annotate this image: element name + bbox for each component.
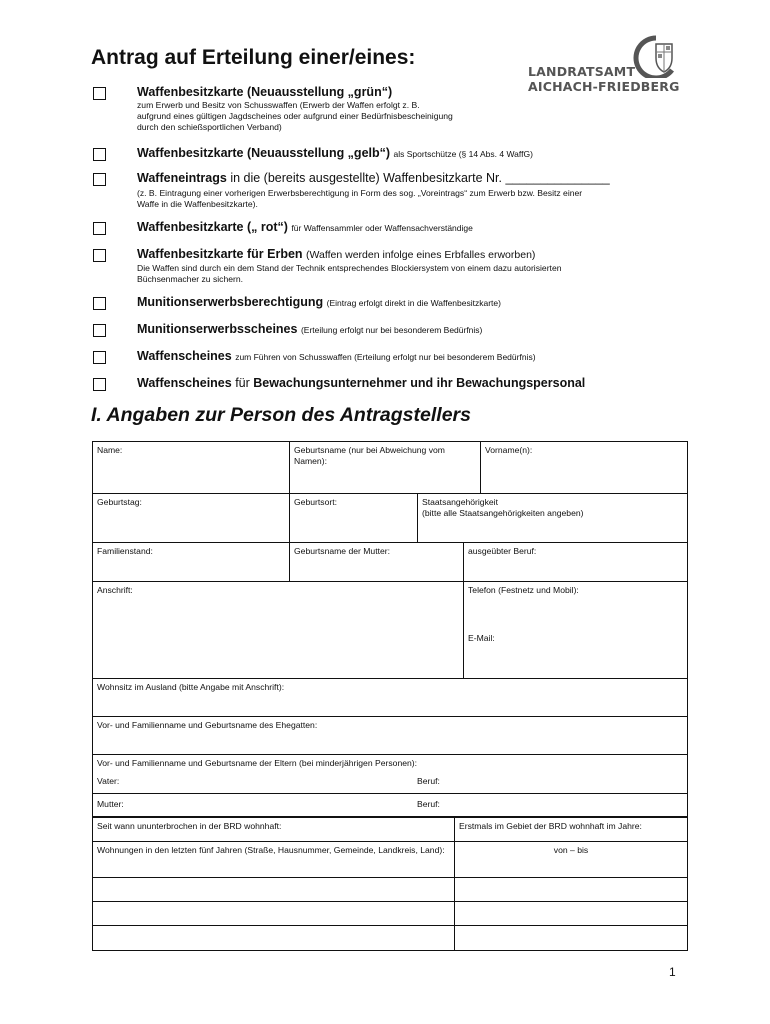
option-suffix: (Waffen werden infolge eines Erbfalles erworben): [306, 249, 536, 261]
field-label: Seit wann ununterbrochen in der BRD wohnhaft:: [97, 821, 282, 831]
field-label: Staatsangehörigkeit: [422, 497, 498, 507]
option-label: Waffeneintrags: [137, 171, 227, 185]
field-label: ausgeübter Beruf:: [468, 546, 537, 556]
option-note: aufgrund eines gültigen Jagdscheines oder aufgrund einer Bedürfnisbescheinigung: [137, 111, 453, 121]
option-suffix: für Waffensammler oder Waffensachverständige: [291, 223, 473, 233]
option-note: (z. B. Eintragung einer vorherigen Erwerbsberechtigung in Form des sog. „Voreintrags“ zum Erwerb bzw. Besitz einer: [137, 188, 583, 198]
section-title: I. Angaben zur Person des Antragstellers: [91, 404, 471, 426]
wohnung-row-address[interactable]: [92, 925, 455, 951]
staatsangehoerigkeit-field[interactable]: [417, 493, 688, 543]
option-suffix: als Sportschütze (§ 14 Abs. 4 WaffG): [393, 149, 533, 159]
option-label: Waffenbesitzkarte (Neuausstellung „gelb“): [137, 146, 391, 160]
option-suffix: für: [235, 376, 250, 390]
option-label-2: Bewachungsunternehmer und ihr Bewachungspersonal: [253, 376, 586, 390]
field-hint: (bitte alle Staatsangehörigkeiten angeben): [422, 508, 584, 518]
erstmals-field[interactable]: [454, 817, 688, 842]
option-label: Waffenbesitzkarte (Neuausstellung „grün“): [137, 85, 393, 99]
checkbox[interactable]: [93, 249, 106, 262]
geburtstag-field[interactable]: [92, 493, 290, 543]
landratsamt-logo: [528, 34, 688, 104]
checkbox[interactable]: [93, 222, 106, 235]
option-note: Büchsenmacher zu sichern.: [137, 274, 244, 284]
form-heading: Antrag auf Erteilung einer/eines:: [91, 46, 416, 69]
wohnung-row-date[interactable]: [454, 877, 688, 902]
field-label: Geburtsname der Mutter:: [294, 546, 391, 556]
geburtsort-field[interactable]: [289, 493, 418, 543]
field-label: Wohnsitz im Ausland (bitte Angabe mit Anschrift):: [97, 682, 285, 692]
field-label: Geburtsort:: [294, 497, 337, 507]
field-label: Anschrift:: [97, 585, 133, 595]
field-label: Telefon (Festnetz und Mobil):: [468, 585, 579, 595]
option-suffix: (Erteilung erfolgt nur bei besonderem Bedürfnis): [300, 325, 483, 335]
option-note: zum Erwerb und Besitz von Schusswaffen (Erwerb der Waffen erfolgt z. B.: [137, 100, 420, 110]
logo-line-1: LANDRATSAMT: [528, 64, 636, 79]
mutter-field[interactable]: [92, 793, 688, 818]
option-suffix: zum Führen von Schusswaffen (Erteilung erfolgt nur bei besonderem Bedürfnis): [235, 352, 536, 362]
ehegatte-field[interactable]: [92, 716, 688, 755]
field-label: Geburtstag:: [97, 497, 142, 507]
field-label: Vor- und Familienname und Geburtsname der Eltern (bei minderjährigen Personen):: [97, 758, 418, 768]
wohnung-row-date[interactable]: [454, 925, 688, 951]
field-label: Name:: [97, 445, 123, 455]
field-label: Wohnungen in den letzten fünf Jahren (Straße, Hausnummer, Gemeinde, Landkreis, Land):: [97, 845, 445, 855]
wohnung-row-address[interactable]: [92, 877, 455, 902]
vater-beruf-label: Beruf:: [417, 776, 440, 786]
option-note: durch den schießsportlichen Verband): [137, 122, 282, 132]
seit-wann-field[interactable]: [92, 817, 455, 842]
logo-line-2: AICHACH-FRIEDBERG: [528, 79, 680, 94]
field-label: Erstmals im Gebiet der BRD wohnhaft im Jahre:: [459, 821, 642, 831]
option-label: Waffenbesitzkarte für Erben: [137, 247, 303, 261]
checkbox[interactable]: [93, 87, 106, 100]
vorname-field[interactable]: [480, 441, 688, 494]
vater-label: Vater:: [97, 776, 120, 786]
option-note: Waffe in die Waffenbesitzkarte).: [137, 199, 258, 209]
field-label: E-Mail:: [468, 633, 495, 643]
option-label: Waffenscheines: [137, 376, 232, 390]
option-label: Waffenscheines: [137, 349, 232, 363]
checkbox[interactable]: [93, 351, 106, 364]
wohnungen-field[interactable]: [92, 841, 455, 878]
field-label: Vorname(n):: [485, 445, 533, 455]
option-label: Munitionserwerbsscheines: [137, 322, 298, 336]
checkbox[interactable]: [93, 148, 106, 161]
mutter-beruf-label: Beruf:: [417, 799, 440, 809]
kontakt-field[interactable]: [463, 581, 688, 679]
option-suffix: (Eintrag erfolgt direkt in die Waffenbesitzkarte): [326, 298, 501, 308]
anschrift-field[interactable]: [92, 581, 464, 679]
field-label: Vor- und Familienname und Geburtsname des Ehegatten:: [97, 720, 318, 730]
familienstand-field[interactable]: [92, 542, 290, 582]
name-field[interactable]: [92, 441, 290, 494]
checkbox[interactable]: [93, 173, 106, 186]
wohnung-row-date[interactable]: [454, 901, 688, 926]
wohnsitz-ausland-field[interactable]: [92, 678, 688, 717]
field-label: Familienstand:: [97, 546, 153, 556]
checkbox[interactable]: [93, 324, 106, 337]
option-note: Die Waffen sind durch ein dem Stand der Technik entsprechendes Blockiersystem von einem dazu autorisierten: [137, 263, 562, 273]
mutter-label: Mutter:: [97, 799, 124, 809]
option-label: Munitionserwerbsberechtigung: [137, 295, 324, 309]
checkbox[interactable]: [93, 378, 106, 391]
geburtsname-field[interactable]: [289, 441, 481, 494]
von-bis-field[interactable]: [454, 841, 688, 878]
wohnung-row-address[interactable]: [92, 901, 455, 926]
field-label: Geburtsname (nur bei Abweichung vom Namen):: [294, 445, 445, 466]
geburtsname-mutter-field[interactable]: [289, 542, 464, 582]
field-label: von – bis: [553, 845, 589, 855]
page-number: 1: [669, 965, 676, 979]
option-label: Waffenbesitzkarte („ rot“): [137, 220, 288, 234]
beruf-field[interactable]: [463, 542, 688, 582]
option-suffix: in die (bereits ausgestellte) Waffenbesitzkarte Nr. _______________: [230, 171, 610, 185]
checkbox[interactable]: [93, 297, 106, 310]
